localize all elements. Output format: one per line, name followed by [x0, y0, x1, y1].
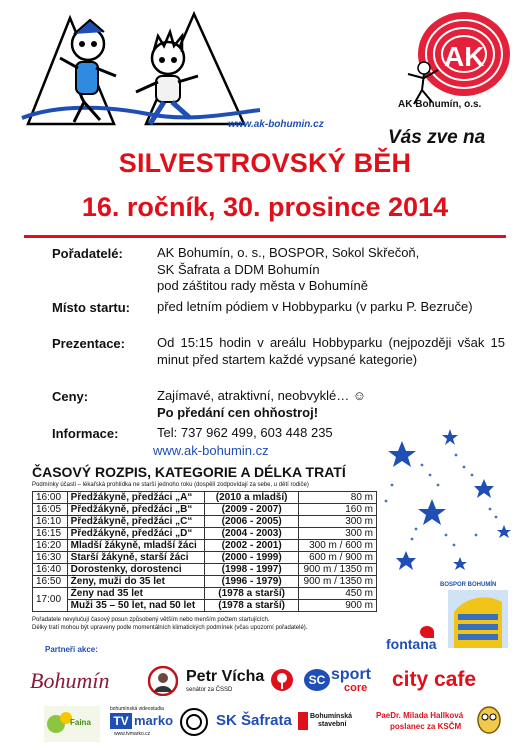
cssd-rose-icon [270, 668, 294, 692]
cell-distance: 80 m [299, 492, 377, 504]
cell-time: 16:40 [33, 564, 68, 576]
cell-years: (2010 a mladší) [205, 492, 299, 504]
cell-distance: 450 m [299, 588, 377, 600]
cell-distance: 600 m / 900 m [299, 552, 377, 564]
organizers-label: Pořadatelé: [52, 246, 123, 261]
event-title: SILVESTROVSKÝ BĚH [118, 148, 412, 178]
cell-category: Předžákyně, předžáci „D“ [67, 528, 205, 540]
cell-category: Dorostenky, dorostenci [67, 564, 205, 576]
cell-distance: 900 m / 1350 m [299, 576, 377, 588]
prizes-value [157, 388, 505, 421]
cell-time: 16:15 [33, 528, 68, 540]
faina-text: Faina [70, 718, 91, 727]
cell-years: (2000 - 1999) [205, 552, 299, 564]
tv-marko-logo: marko [134, 713, 174, 728]
schedule-heading: ČASOVÝ ROZPIS, KATEGORIE A DÉLKA TRATÍ [32, 464, 346, 480]
hallkova-role: poslanec za KSČM [390, 722, 462, 731]
organizers-value [157, 245, 505, 295]
cell-category: Předžákyně, předžáci „A“ [67, 492, 205, 504]
cell-time: 16:10 [33, 516, 68, 528]
cell-time: 16:20 [33, 540, 68, 552]
bohumin-logo: Bohumín [30, 668, 110, 693]
bospor-building-image [448, 590, 508, 648]
cell-years: (2009 - 2007) [205, 504, 299, 516]
table-row [33, 588, 377, 600]
contact-phone: Tel: 737 962 499, 603 448 235 [157, 425, 333, 440]
club-name: AK Bohumín, o.s. [398, 99, 482, 110]
cell-category: Mladší žákyně, mladší žáci [67, 540, 205, 552]
partners-label: Partneři akce: [45, 645, 98, 654]
cell-distance: 900 m [299, 600, 377, 612]
cell-years: (2004 - 2003) [205, 528, 299, 540]
cell-years: (2002 - 2001) [205, 540, 299, 552]
sport-core-badge-icon: SC [304, 669, 330, 691]
invite-text: Vás zve na [388, 127, 486, 148]
city-cafe-logo: city cafe [392, 668, 477, 691]
cell-distance: 300 m [299, 528, 377, 540]
tv-logo-icon: TV [110, 713, 132, 729]
svg-text:AK: AK [444, 41, 485, 72]
sport-core-word1: sport [331, 666, 371, 683]
contact-website[interactable]: www.ak-bohumin.cz [153, 443, 269, 458]
runners-illustration [18, 6, 263, 138]
prizes-text: Zajímavé, atraktivní, neobvyklé… ☺ [157, 388, 367, 403]
cell-time: 16:30 [33, 552, 68, 564]
schedule-table [32, 491, 377, 612]
bospor-label: BOSPOR BOHUMÍN [440, 582, 497, 588]
cell-years: (1996 - 1979) [205, 576, 299, 588]
participation-note: Podmínky účasti – lékařská prohlídka ne starší jednoho roku (dospělí zodpovídají za sebe, u dětí rodiče) [32, 482, 309, 488]
cell-category: Ženy nad 35 let [67, 588, 205, 600]
cell-category: Muži 35 – 50 let, nad 50 let [67, 600, 205, 612]
registration-value: Od 15:15 hodin v areálu Hobbyparku (nejpozději však 15 minut před startem každé vypsané kategorie) [157, 335, 505, 367]
table-row [33, 600, 377, 612]
cell-time: 16:05 [33, 504, 68, 516]
tv-marko-tagline: bohumínská videostudia [110, 706, 164, 712]
footnote-line: Délky tratí mohou být upraveny podle momentálních klimatických podmínek (včas upozorní pořadatelé). [32, 624, 308, 631]
sk-safrata-logo: SK Šafrata [216, 712, 292, 729]
organizers-line: SK Šafrata a DDM Bohumín [157, 261, 320, 277]
club-crest-icon [180, 708, 208, 736]
cell-distance: 300 m [299, 516, 377, 528]
stavebni-logo-icon [298, 712, 308, 730]
table-row [33, 504, 377, 516]
tv-marko-url: www.tvmarko.cz [114, 731, 151, 737]
vicha-name: Petr Vícha [186, 668, 265, 685]
start-label: Místo startu: [52, 300, 130, 315]
cell-years: (1978 a starší) [205, 600, 299, 612]
table-row [33, 576, 377, 588]
schedule-footnotes [32, 617, 307, 632]
cell-time: 16:00 [33, 492, 68, 504]
cell-category: Ženy, muži do 35 let [67, 576, 205, 588]
prizes-label: Ceny: [52, 389, 89, 404]
cell-distance: 900 m / 1350 m [299, 564, 377, 576]
table-row [33, 492, 377, 504]
table-row [33, 516, 377, 528]
header-website[interactable]: www.ak-bohumin.cz [228, 119, 324, 130]
fireworks-text: Po předání cen ohňostroj! [157, 404, 319, 420]
sport-core-word2: core [344, 682, 368, 694]
fontana-logo: fontana [386, 636, 437, 652]
vicha-portrait-icon [148, 666, 178, 696]
cell-category: Starší žákyně, starší žáci [67, 552, 205, 564]
cell-years: (2006 - 2005) [205, 516, 299, 528]
organizers-line: pod záštitou rady města v Bohumíně [157, 278, 369, 293]
cell-category: Předžákyně, předžáci „B“ [67, 504, 205, 516]
vicha-role: senátor za ČSSD [186, 687, 233, 693]
cell-time: 17:00 [33, 588, 68, 612]
table-row [33, 528, 377, 540]
owl-logo-icon [476, 704, 502, 734]
registration-label: Prezentace: [52, 336, 125, 351]
start-value: před letním pódiem v Hobbyparku (v parku P. Bezruče) [157, 299, 473, 314]
table-row [33, 564, 377, 576]
cell-distance: 300 m / 600 m [299, 540, 377, 552]
footnote-line: Pořadatele nevylučují časový posun způsobený větším nebo menším počtem startujících. [32, 617, 270, 623]
stavebni-line2: stavební [318, 721, 347, 728]
stavebni-line1: Bohumínská [310, 713, 353, 720]
cell-years: (1998 - 1997) [205, 564, 299, 576]
table-row [33, 540, 377, 552]
cell-time: 16:50 [33, 576, 68, 588]
contact-label: Informace: [52, 426, 119, 441]
organizers-line: AK Bohumín, o. s., BOSPOR, Sokol Skřečoň, [157, 245, 420, 260]
hallkova-name: PaeDr. Milada Hallková [376, 711, 464, 720]
title-divider [24, 235, 506, 238]
cell-years: (1978 a starší) [205, 588, 299, 600]
cell-category: Předžákyně, předžáci „C“ [67, 516, 205, 528]
event-edition-date: 16. ročník, 30. prosince 2014 [81, 192, 449, 222]
table-row [33, 552, 377, 564]
cell-distance: 160 m [299, 504, 377, 516]
